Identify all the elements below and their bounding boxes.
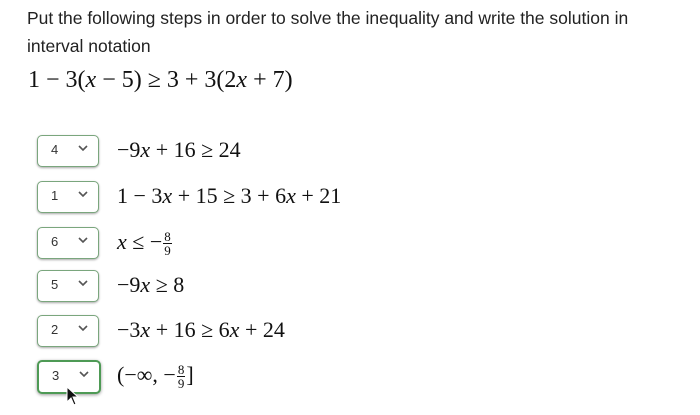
fraction-denominator: 9 (164, 243, 171, 259)
step-math-var: x (140, 272, 151, 297)
problem-inequality (28, 67, 293, 94)
step-row (37, 227, 637, 261)
step-math-pre: −9 (117, 137, 141, 162)
order-select[interactable] (37, 181, 99, 213)
problem-var-x: x (85, 67, 97, 93)
step-math-post: ] (186, 362, 194, 387)
step-row (37, 270, 637, 304)
chevron-down-icon (78, 236, 88, 244)
step-math (117, 181, 341, 211)
step-math-var: x (117, 229, 127, 254)
step-math-post: + 16 ≥ 6 (150, 317, 230, 342)
step-math (117, 315, 285, 345)
mouse-cursor-icon (66, 386, 80, 406)
step-math (117, 270, 184, 300)
order-select-value: 5 (51, 277, 59, 292)
step-math-var: x (140, 137, 151, 162)
chevron-down-icon (78, 144, 88, 152)
step-row (37, 360, 637, 394)
order-select-value: 3 (52, 368, 60, 383)
step-math-var: x (162, 183, 173, 208)
step-math-pre: 1 − 3 (117, 183, 163, 208)
step-math-post2: + 21 (295, 183, 342, 208)
problem-var-x2: x (236, 67, 248, 93)
chevron-down-icon (79, 370, 89, 378)
step-math-var2: x (229, 317, 240, 342)
step-math (117, 135, 241, 165)
step-row (37, 181, 637, 215)
chevron-down-icon (78, 279, 88, 287)
step-math-post: + 16 ≥ 24 (150, 137, 241, 162)
chevron-down-icon (78, 190, 88, 198)
order-select[interactable] (37, 270, 99, 302)
fraction (163, 230, 172, 257)
order-select-value: 4 (51, 142, 59, 157)
step-math-post: ≥ 8 (150, 272, 185, 297)
chevron-down-icon (78, 324, 88, 332)
fraction-numerator: 8 (164, 229, 171, 245)
step-math (117, 227, 173, 257)
step-math-post: ≤ − (126, 229, 163, 254)
fraction (177, 363, 186, 390)
order-select-value: 1 (51, 188, 59, 203)
step-math-pre: −9 (117, 272, 141, 297)
step-math-post: + 15 ≥ 3 + 6 (172, 183, 287, 208)
step-math (117, 360, 194, 390)
step-math-var2: x (286, 183, 296, 208)
fraction-denominator: 9 (177, 376, 185, 392)
order-select[interactable] (37, 135, 99, 167)
order-select[interactable] (37, 227, 99, 259)
step-math-pre: (−∞, − (117, 362, 176, 387)
step-math-post2: + 24 (239, 317, 285, 342)
step-row (37, 135, 637, 169)
step-row (37, 315, 637, 349)
problem-part-c: + 7) (247, 67, 293, 93)
step-math-var: x (140, 317, 151, 342)
order-select[interactable] (37, 315, 99, 347)
order-select-value: 6 (51, 234, 59, 249)
problem-part-b: − 5) ≥ 3 + 3(2 (96, 67, 237, 93)
step-math-pre: −3 (117, 317, 141, 342)
problem-part-a: 1 − 3( (28, 67, 86, 93)
instructions: Put the following steps in order to solve the inequality and write the solution in interval notation (27, 8, 629, 56)
order-select-value: 2 (51, 322, 59, 337)
fraction-numerator: 8 (177, 362, 185, 378)
